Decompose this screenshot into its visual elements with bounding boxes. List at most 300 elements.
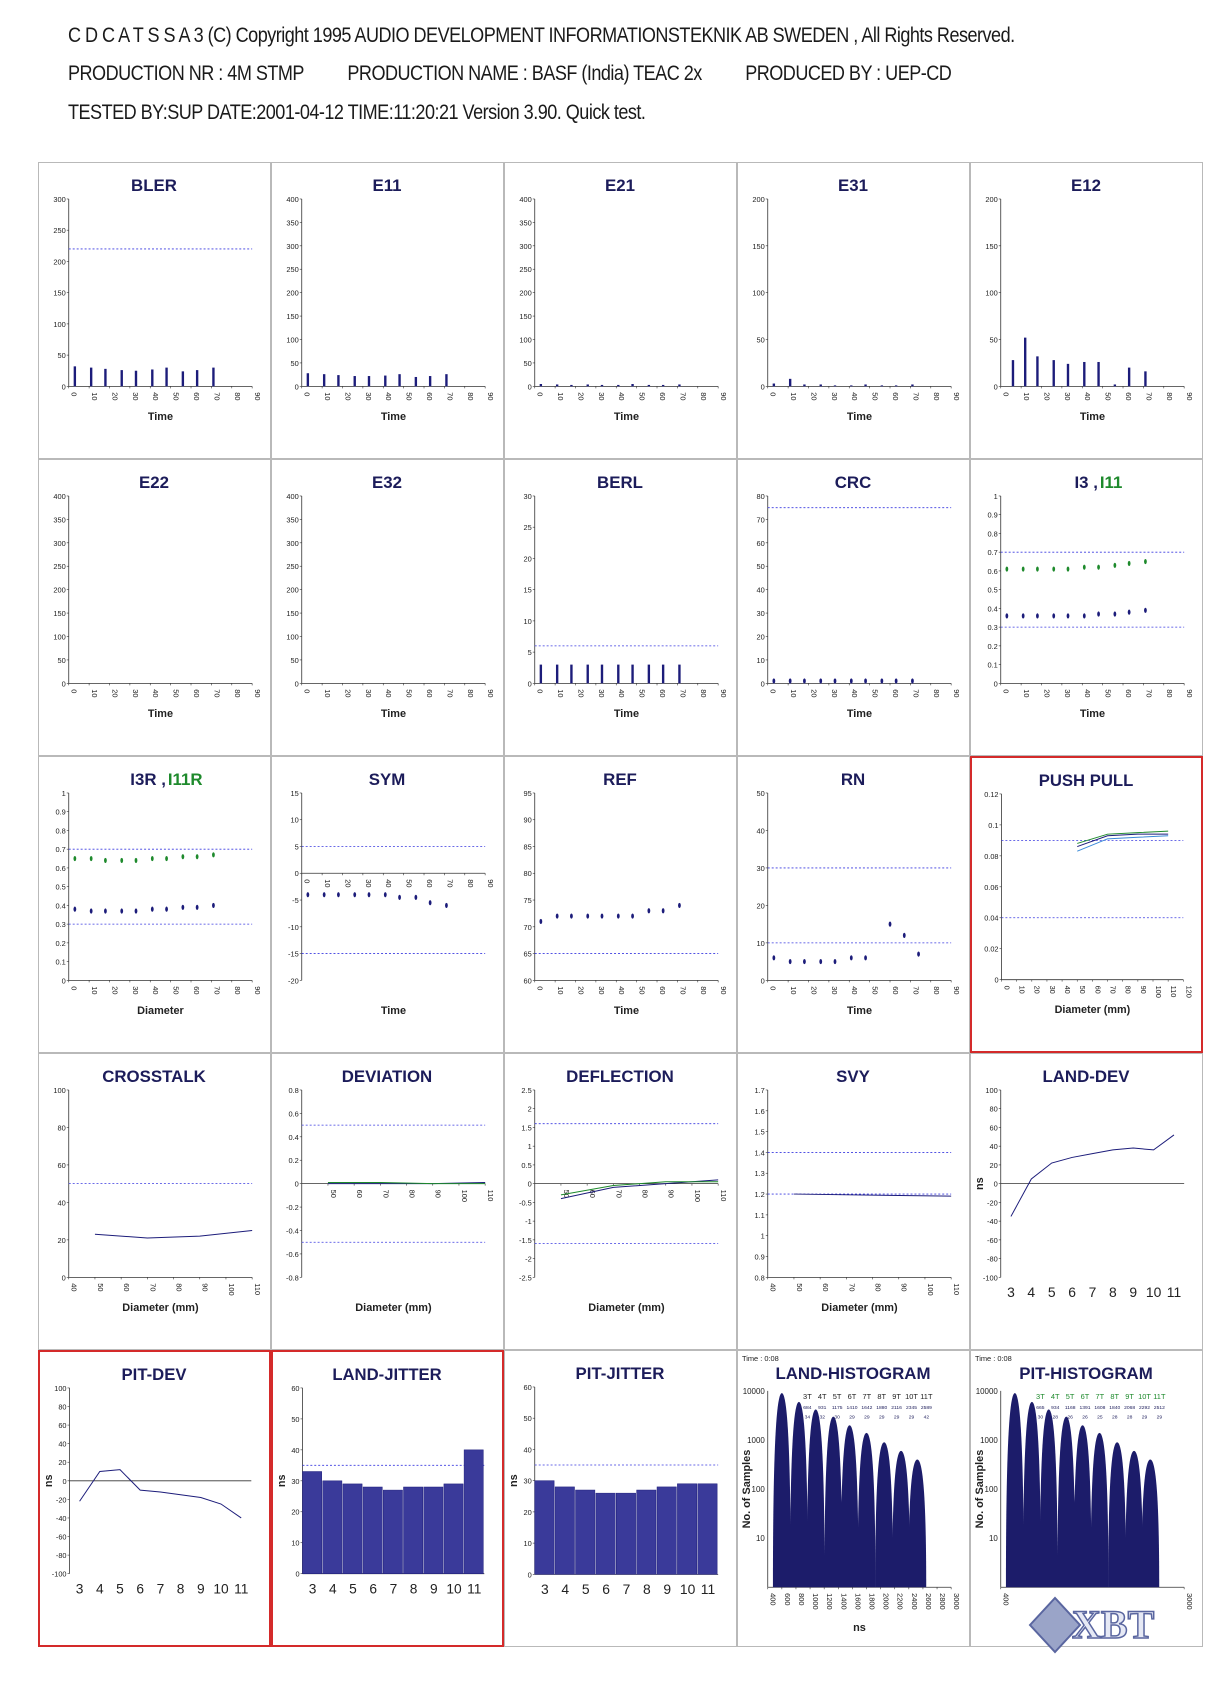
y-tick-label: -0.8 [285, 1273, 299, 1283]
chart-land-dev [970, 1053, 1203, 1350]
peak-label: 4T [817, 1391, 827, 1401]
data-bar [881, 385, 883, 386]
x-tick-label: 110 [719, 1189, 729, 1202]
peak-sigma: 34 [804, 1415, 811, 1421]
data-line [95, 1230, 252, 1237]
y-tick-label: 65 [523, 949, 532, 959]
chart-title: BERL [597, 473, 643, 493]
data-point [903, 933, 906, 938]
data-point [789, 959, 792, 964]
x-tick-label: 60 [355, 1189, 365, 1198]
y-tick-label: 1 [61, 788, 66, 798]
peak-label: 4T [1050, 1391, 1060, 1401]
chart-title: E32 [372, 473, 402, 493]
y-tick-label: 40 [523, 1445, 532, 1455]
data-line [1011, 1135, 1174, 1217]
histogram-peak [1057, 1417, 1075, 1588]
x-tick-label: 4 [328, 1581, 337, 1597]
x-tick-label: 10 [1017, 985, 1027, 994]
chart-svg [505, 1054, 736, 1349]
x-tick-label: 7 [622, 1581, 631, 1598]
x-tick-label: 40 [69, 1283, 79, 1292]
data-bar [587, 665, 589, 684]
x-tick-label: 40 [617, 689, 627, 698]
x-tick-label: 60 [424, 879, 434, 888]
chart-title: PIT-DEV [121, 1365, 187, 1385]
x-tick-label: 80 [931, 689, 941, 698]
y-tick-label: 200 [286, 288, 299, 298]
chart-title: E22 [139, 473, 169, 493]
y-tick-label: 30 [756, 863, 765, 873]
data-point [647, 908, 650, 913]
data-bar [1036, 356, 1038, 386]
data-point [90, 856, 93, 861]
y-tick-label: 50 [57, 655, 66, 665]
y-tick-label: -2.5 [518, 1273, 532, 1283]
y-tick-label: 400 [519, 194, 532, 204]
x-tick-label: 70 [212, 392, 222, 401]
data-point [181, 854, 184, 859]
y-tick-label: 0.8 [288, 1085, 299, 1095]
x-tick-label: 90 [486, 879, 496, 888]
y-tick-label: 100 [54, 1383, 67, 1393]
peak-mean: 1642 [861, 1405, 873, 1411]
chart-title: CROSSTALK [102, 1067, 206, 1087]
x-tick-label: 90 [719, 986, 729, 995]
header-production-line [68, 62, 951, 86]
x-tick-label: 70 [148, 1283, 158, 1292]
x-tick-label: 90 [1185, 392, 1195, 401]
y-tick-label: 2.5 [521, 1085, 532, 1095]
x-tick-label: 6 [1068, 1284, 1076, 1301]
chart-svy [737, 1053, 970, 1350]
data-bar [424, 1487, 443, 1574]
data-bar [354, 376, 356, 386]
data-bar [657, 1487, 676, 1574]
data-point [196, 905, 199, 910]
x-tick-label: 90 [433, 1189, 443, 1198]
histogram-peak [908, 1460, 926, 1588]
y-tick-label: 10000 [742, 1386, 765, 1396]
data-bar [415, 377, 417, 386]
y-tick-label: 30 [523, 491, 532, 501]
production-name: PRODUCTION NAME : BASF (India) TEAC 2x [347, 62, 702, 85]
peak-mean: 1391 [1079, 1405, 1091, 1411]
data-point [1144, 559, 1147, 564]
y-axis-label: No. of Samples [740, 1449, 753, 1529]
chart-i3 [970, 459, 1203, 756]
y-tick-label: -60 [55, 1532, 67, 1542]
peak-sigma: 26 [1082, 1415, 1088, 1421]
peak-mean: 931 [818, 1405, 827, 1411]
data-bar [323, 1481, 342, 1574]
chart-title: PIT-HISTOGRAM [1019, 1364, 1153, 1384]
x-tick-label: 10 [789, 986, 799, 995]
data-point [1113, 563, 1116, 568]
chart-i3r [38, 756, 271, 1053]
y-tick-label: 0 [62, 1476, 67, 1486]
y-tick-label: 20 [57, 1235, 66, 1245]
peak-label: 9T [892, 1391, 901, 1401]
y-tick-label: 1.6 [754, 1106, 765, 1116]
y-tick-label: 100 [519, 335, 532, 345]
data-point [1113, 611, 1116, 616]
data-point [1022, 613, 1025, 618]
x-tick-label: 30 [829, 689, 839, 698]
x-tick-label: 10 [323, 689, 333, 698]
data-bar [1128, 368, 1130, 387]
peak-sigma: 28 [1112, 1415, 1118, 1421]
peak-sigma: 26 [1067, 1415, 1073, 1421]
chart-e12 [970, 162, 1203, 459]
x-tick-label: 60 [890, 986, 900, 995]
x-tick-label: 70 [1108, 985, 1118, 994]
x-tick-label: 60 [657, 689, 667, 698]
y-tick-label: 100 [985, 1085, 998, 1095]
x-tick-label: 50 [171, 986, 181, 995]
x-tick-label: 40 [850, 689, 860, 698]
x-tick-label: 10 [90, 392, 100, 401]
chart-title: BLER [131, 176, 177, 196]
data-point [864, 678, 867, 683]
data-point [337, 892, 340, 897]
y-tick-label: 0 [527, 382, 532, 392]
y-tick-label: 100 [286, 335, 299, 345]
histogram-peak [1037, 1409, 1058, 1587]
x-tick-label: 70 [847, 1283, 857, 1292]
data-bar [212, 368, 214, 387]
y-tick-label: -100 [982, 1273, 998, 1283]
data-bar [834, 385, 836, 386]
histogram-peak [1023, 1402, 1041, 1587]
x-tick-label: 7 [156, 1581, 165, 1597]
y-tick-label: 150 [286, 609, 299, 619]
x-tick-label: 30 [829, 986, 839, 995]
x-tick-label: 60 [191, 689, 201, 698]
y-axis-label: ns [275, 1474, 288, 1488]
x-tick-label: 80 [640, 1189, 650, 1198]
y-tick-label: 200 [53, 585, 66, 595]
data-point [165, 907, 168, 912]
data-bar [596, 1493, 615, 1574]
x-tick-label: 30 [596, 689, 606, 698]
peak-mean: 2345 [906, 1405, 917, 1411]
data-bar [556, 665, 558, 684]
x-tick-label: 50 [171, 392, 181, 401]
y-tick-label: 0.5 [55, 882, 66, 892]
chart-rn [737, 756, 970, 1053]
x-tick-label: 90 [952, 986, 962, 995]
histogram-peak [790, 1402, 808, 1587]
header-test-info: TESTED BY:SUP DATE:2001-04-12 TIME:11:20:21 Version 3.90. Quick test. [68, 101, 646, 124]
chart-crc [737, 459, 970, 756]
data-point [601, 914, 604, 919]
y-tick-label: 0.6 [288, 1109, 299, 1119]
data-point [90, 908, 93, 913]
chart-grid [38, 162, 1203, 1647]
y-tick-label: 0 [294, 869, 299, 879]
y-tick-label: 0.6 [55, 863, 66, 873]
y-tick-label: 200 [752, 194, 765, 204]
y-tick-label: -0.5 [518, 1198, 532, 1208]
y-tick-label: 350 [519, 218, 532, 228]
chart-title: RN [840, 770, 866, 790]
y-tick-label: 50 [989, 335, 998, 345]
x-tick-label: 8 [642, 1581, 651, 1598]
x-tick-label: 3000 [952, 1593, 962, 1610]
histogram-peak [1091, 1433, 1109, 1587]
y-tick-label: 200 [286, 585, 299, 595]
y-axis-label: ns [42, 1474, 55, 1488]
x-tick-label: 10 [446, 1581, 462, 1597]
x-tick-label: 3 [541, 1581, 549, 1598]
y-tick-label: 0 [527, 1570, 532, 1580]
data-bar [911, 384, 913, 386]
histogram-peak [1125, 1451, 1143, 1587]
logo-text: XBT [1072, 1602, 1155, 1647]
x-tick-label: 90 [719, 689, 729, 698]
data-bar [677, 1484, 696, 1575]
x-tick-label: 0 [69, 986, 79, 991]
data-bar [464, 1450, 483, 1574]
data-bar [398, 374, 400, 386]
data-point [1036, 566, 1039, 571]
y-tick-label: 15 [290, 788, 299, 798]
y-tick-label: 0.8 [987, 529, 998, 539]
chart-svg [39, 460, 270, 755]
chart-svg [272, 1054, 503, 1349]
peak-label: 7T [862, 1391, 872, 1401]
peak-mean: 1880 [876, 1405, 888, 1411]
data-bar [74, 366, 76, 386]
x-tick-label: 90 [253, 689, 263, 698]
data-bar [196, 370, 198, 386]
chart-svg [39, 163, 270, 458]
data-line [1077, 836, 1168, 851]
data-bar [121, 370, 123, 386]
x-axis-label: Diameter (mm) [355, 1302, 432, 1315]
x-tick-label: 10 [90, 986, 100, 995]
histogram-peak [773, 1393, 791, 1587]
y-tick-label: 250 [286, 562, 299, 572]
x-tick-label: 80 [232, 392, 242, 401]
x-tick-label: 70 [445, 689, 455, 698]
x-axis-label: Time [380, 411, 407, 424]
y-tick-label: 200 [519, 288, 532, 298]
x-tick-label: 90 [1138, 985, 1148, 994]
x-tick-label: 50 [328, 1189, 338, 1198]
y-tick-label: 100 [53, 632, 66, 642]
x-tick-label: 40 [384, 689, 394, 698]
chart-crosstalk [38, 1053, 271, 1350]
chart-svg [738, 460, 969, 755]
y-tick-label: 150 [53, 609, 66, 619]
data-point [772, 955, 775, 960]
x-tick-label: 0 [535, 392, 545, 397]
data-point [1052, 566, 1055, 571]
y-tick-label: 50 [57, 351, 66, 361]
peak-sigma: 30 [1037, 1415, 1044, 1421]
chart-svg [505, 163, 736, 458]
x-tick-label: 80 [1123, 985, 1133, 994]
x-tick-label: 0 [535, 986, 545, 991]
peak-sigma: 25 [1097, 1415, 1103, 1421]
y-tick-label: -60 [987, 1235, 998, 1245]
x-tick-label: 30 [1047, 985, 1057, 994]
data-point [556, 914, 559, 919]
data-point [1128, 561, 1131, 566]
x-axis-label: Time [846, 1005, 873, 1018]
data-point [1036, 613, 1039, 618]
data-point [803, 959, 806, 964]
y-tick-label: -1 [525, 1217, 532, 1227]
y-tick-label: 0 [61, 976, 66, 986]
y-tick-label: 1 [993, 491, 998, 501]
peak-sigma: 30 [834, 1415, 840, 1421]
x-tick-label: 80 [465, 879, 475, 888]
data-point [617, 914, 620, 919]
x-tick-label: 80 [931, 392, 941, 401]
y-tick-label: 100 [985, 288, 998, 298]
x-tick-label: 70 [678, 392, 688, 401]
x-tick-label: 30 [130, 392, 140, 401]
x-tick-label: 9 [1129, 1284, 1138, 1301]
x-tick-label: 0 [302, 879, 312, 884]
y-tick-label: 0.04 [984, 913, 999, 923]
data-point [789, 678, 792, 683]
data-bar [648, 385, 650, 386]
x-tick-label: 60 [424, 689, 434, 698]
x-tick-label: 30 [829, 392, 839, 401]
data-bar [104, 369, 106, 386]
x-tick-label: 40 [850, 986, 860, 995]
x-tick-label: 90 [486, 689, 496, 698]
data-bar [535, 1481, 554, 1575]
data-point [73, 907, 76, 912]
data-bar [576, 1490, 595, 1574]
chart-svg [273, 1352, 502, 1645]
y-tick-label: 0.4 [987, 604, 998, 614]
x-tick-label: 20 [110, 689, 120, 698]
y-tick-label: 0.2 [288, 1156, 299, 1166]
x-tick-label: 70 [1144, 392, 1154, 401]
x-tick-label: 80 [698, 392, 708, 401]
data-bar [1024, 338, 1026, 387]
x-tick-label: 90 [952, 689, 962, 698]
x-tick-label: 0 [1001, 392, 1011, 397]
x-axis-label: Time [846, 411, 873, 424]
x-tick-label: 60 [122, 1283, 132, 1292]
y-tick-label: 50 [756, 335, 765, 345]
y-tick-label: 150 [519, 312, 532, 322]
x-tick-label: 20 [343, 689, 353, 698]
histogram-peak [841, 1425, 859, 1587]
y-tick-label: 60 [989, 1123, 998, 1133]
data-point [398, 895, 401, 900]
x-tick-label: 8 [1108, 1284, 1117, 1301]
x-tick-label: 5 [581, 1581, 590, 1598]
x-tick-label: 1600 [853, 1593, 863, 1610]
x-tick-label: 50 [404, 392, 414, 401]
y-tick-label: -0.2 [285, 1203, 299, 1213]
data-point [151, 856, 154, 861]
chart-svg [505, 757, 736, 1052]
data-bar [601, 385, 603, 386]
chart-svg [971, 163, 1202, 458]
x-tick-label: 0 [69, 689, 79, 694]
x-tick-label: 40 [151, 689, 161, 698]
x-tick-label: 40 [384, 392, 394, 401]
data-bar [820, 384, 822, 386]
data-point [306, 892, 309, 897]
y-tick-label: 1000 [980, 1435, 998, 1445]
x-axis-label: Diameter (mm) [821, 1302, 898, 1315]
x-tick-label: 90 [952, 392, 962, 401]
data-point [803, 678, 806, 683]
x-tick-label: 5 [116, 1581, 124, 1597]
x-tick-label: 80 [1164, 689, 1174, 698]
time-label: Time : 0:08 [974, 1354, 1012, 1364]
chart-title: I3 , [1074, 473, 1098, 493]
x-tick-label: 80 [465, 392, 475, 401]
x-tick-label: 70 [678, 689, 688, 698]
chart-svg [272, 163, 503, 458]
header-copyright: C D C A T S S A 3 (C) Copyright 1995 AUDIO DEVELOPMENT INFORMATIONSTEKNIK AB SWEDEN , All Rights Reserved. [68, 24, 1015, 47]
data-bar [323, 374, 325, 386]
peak-mean: 2292 [1139, 1405, 1150, 1411]
x-tick-label: 20 [576, 689, 586, 698]
y-axis-label: No. of Samples [973, 1449, 986, 1529]
y-tick-label: 150 [286, 312, 299, 322]
y-tick-label: 0 [61, 382, 66, 392]
x-tick-label: 10 [213, 1581, 229, 1597]
chart-title-secondary: I11 [1099, 473, 1123, 493]
x-tick-label: 0 [768, 689, 778, 694]
y-tick-label: 250 [519, 265, 532, 275]
y-tick-label: -1.5 [518, 1235, 532, 1245]
y-tick-label: 150 [752, 241, 765, 251]
data-point [1005, 566, 1008, 571]
x-tick-label: 10 [1145, 1284, 1162, 1301]
data-bar [648, 665, 650, 684]
data-point [834, 678, 837, 683]
x-tick-label: 80 [232, 689, 242, 698]
x-tick-label: 60 [1123, 392, 1133, 401]
production-nr: PRODUCTION NR : 4M STMP [68, 62, 304, 85]
x-tick-label: 30 [596, 986, 606, 995]
x-tick-label: 100 [692, 1189, 702, 1202]
x-tick-label: 3000 [1185, 1593, 1195, 1610]
data-bar [895, 385, 897, 386]
y-tick-label: 1000 [747, 1435, 765, 1445]
x-tick-label: 60 [191, 392, 201, 401]
chart-svg [738, 757, 969, 1052]
x-tick-label: 80 [1164, 392, 1174, 401]
chart-e11 [271, 162, 504, 459]
x-tick-label: 30 [596, 392, 606, 401]
y-tick-label: 50 [756, 788, 765, 798]
y-tick-label: -5 [292, 896, 299, 906]
y-tick-label: 300 [53, 538, 66, 548]
y-tick-label: 85 [523, 842, 532, 852]
peak-mean: 1410 [846, 1405, 858, 1411]
y-tick-label: 70 [756, 515, 765, 525]
data-point [384, 892, 387, 897]
data-point [850, 955, 853, 960]
y-tick-label: 0.5 [987, 585, 998, 595]
data-bar [773, 384, 775, 387]
y-tick-label: 200 [985, 194, 998, 204]
